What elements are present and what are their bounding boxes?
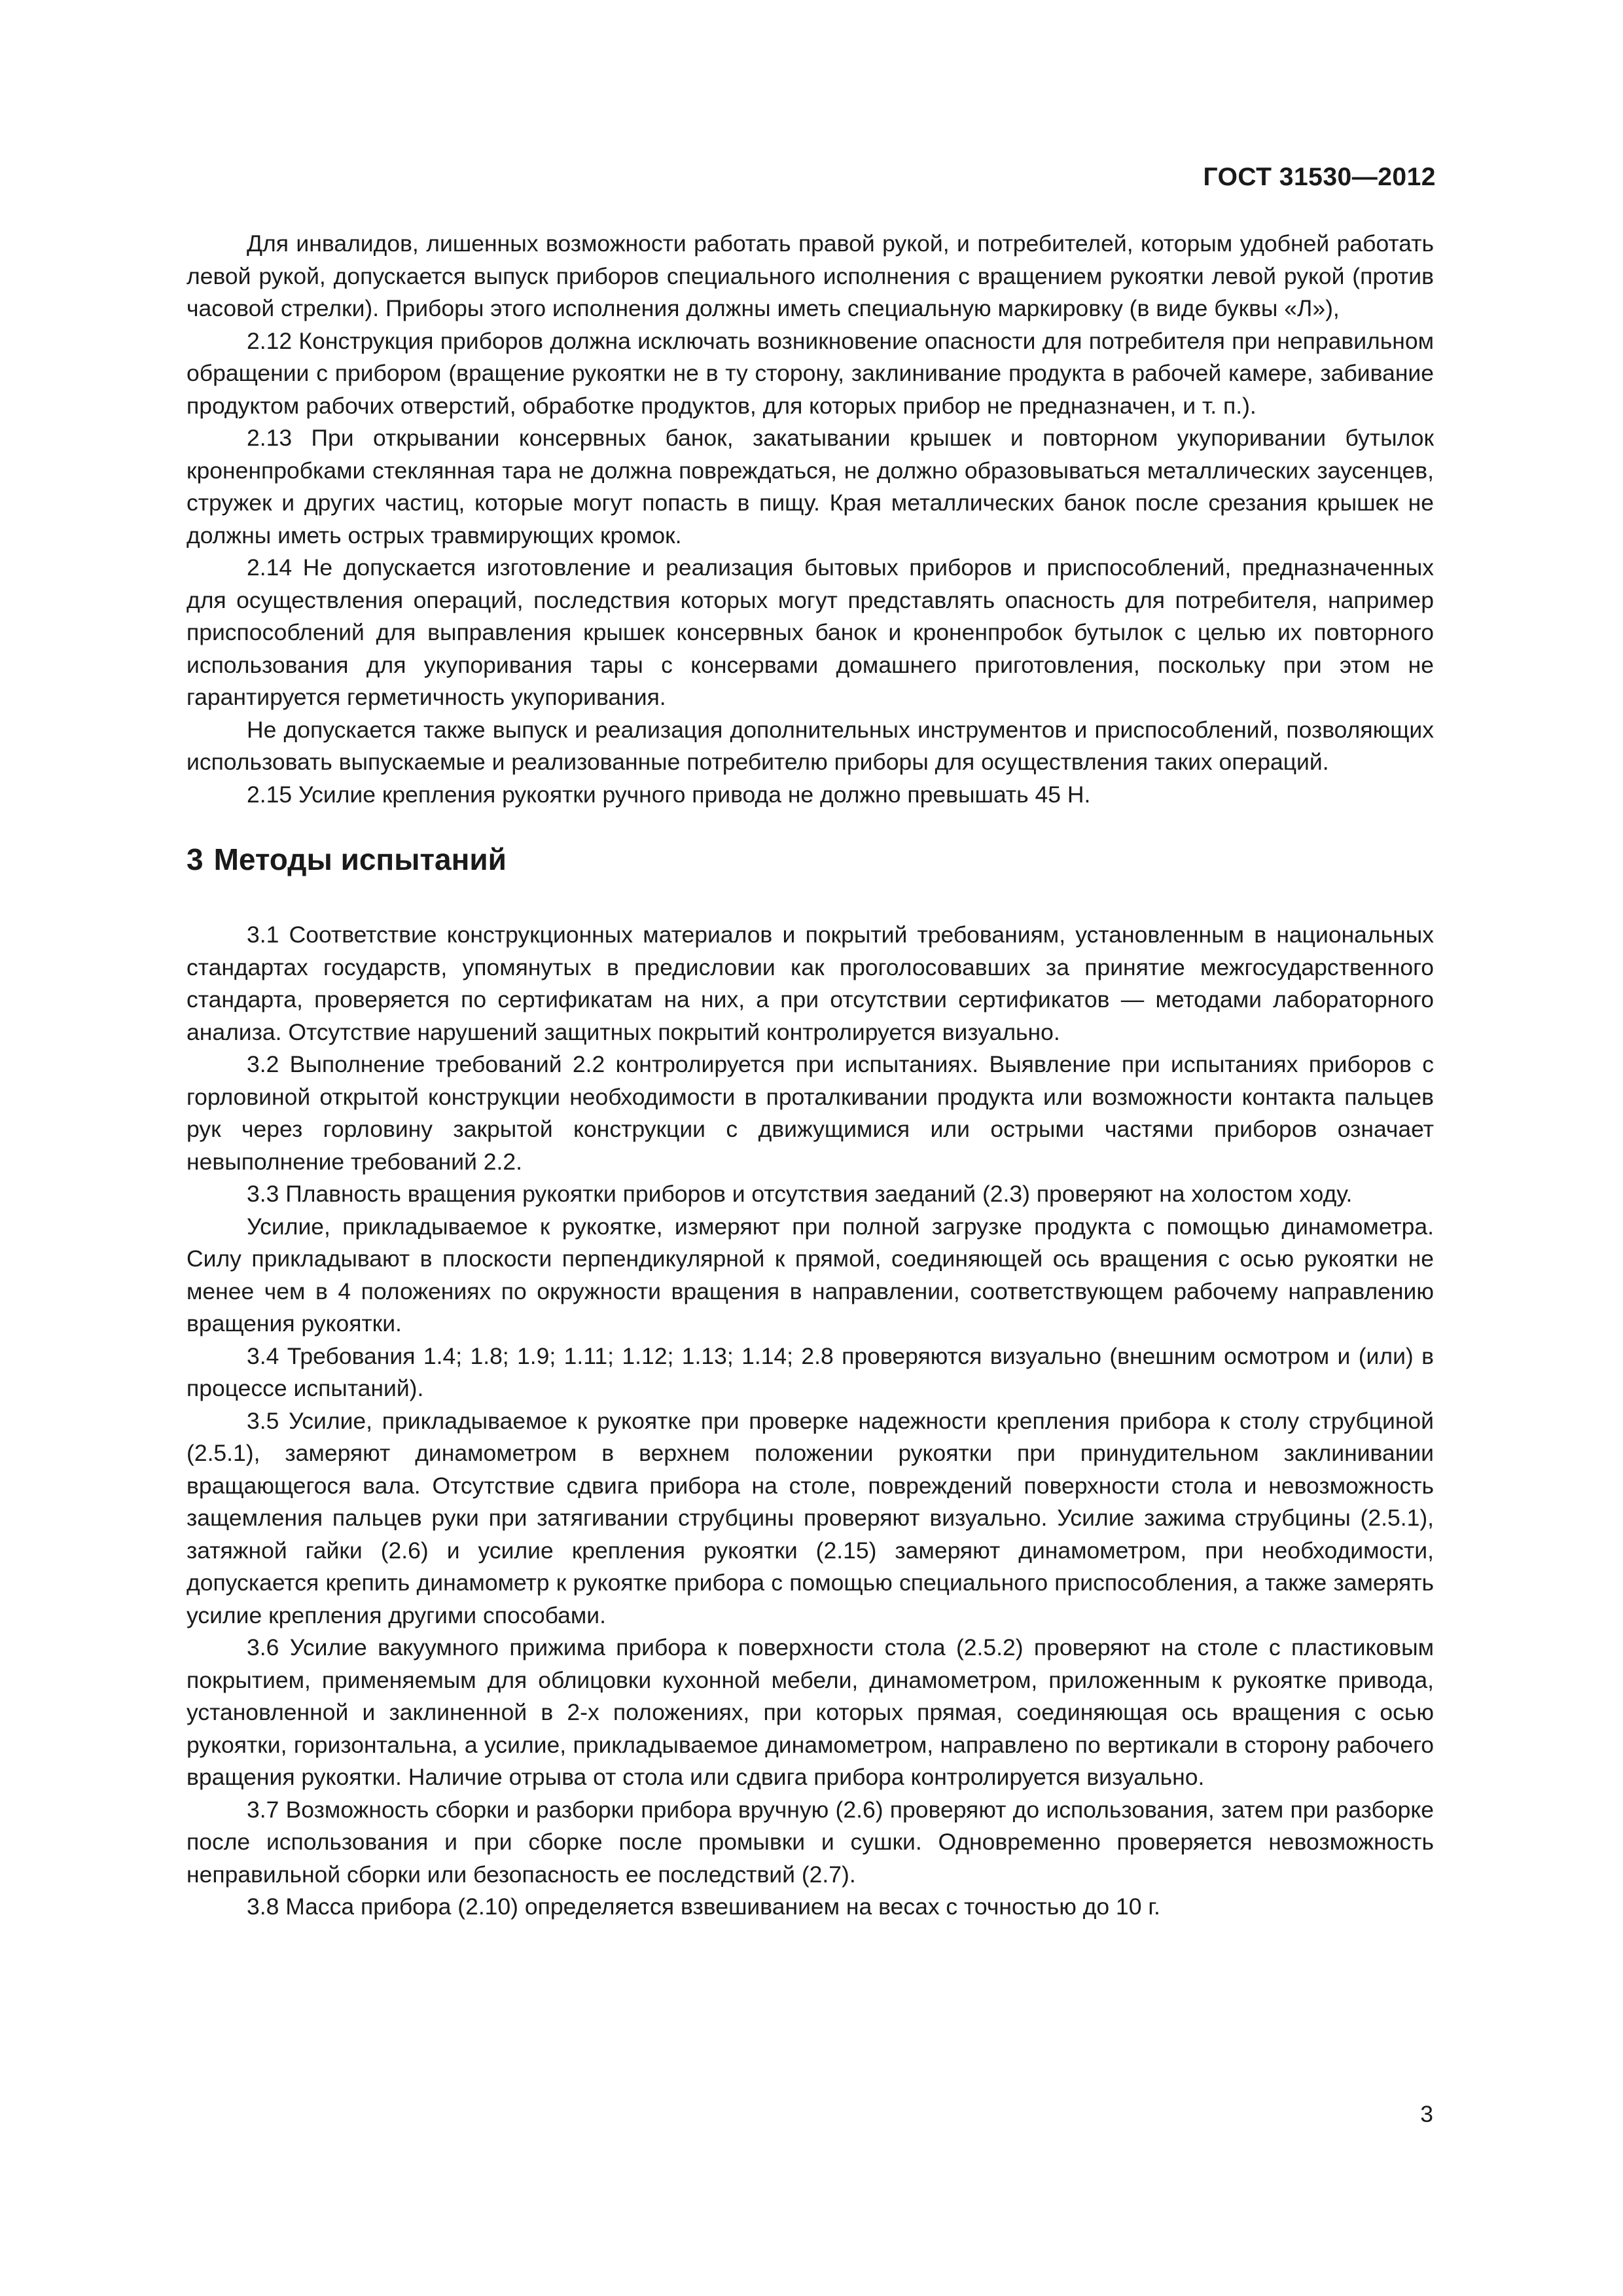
page-number: 3 [1420,2101,1433,2127]
document-id-header: ГОСТ 31530—2012 [1203,163,1436,191]
document-body [187,228,1434,1924]
paragraph-3-7: 3.7 Возможность сборки и разборки прибора вручную (2.6) проверяют до использования, затем при разборке после использования и при сборке после промывки и сушки. Одновременно проверяется невозможность неправильной сборки или безопасность ее последствий (2.7). [187,1796,1434,1888]
paragraph-3-2: 3.2 Выполнение требований 2.2 контролируется при испытаниях. Выявление при испытаниях приборов с горловиной открытой конструкции необходимости в проталкивании продукта или возможности контакта пальцев рук через горловину закрытой конструкции с движущимися или острыми частями приборов означает невыполнение требований 2.2. [187,1051,1434,1175]
section-number: 3 [187,842,204,876]
paragraph: Не допускается также выпуск и реализация дополнительных инструментов и приспособлений, позволяющих использовать выпускаемые и реализованные потребителю приборы для осуществления таких операций. [187,716,1434,775]
paragraph-3-6: 3.6 Усилие вакуумного прижима прибора к поверхности стола (2.5.2) проверяют на столе с пластиковым покрытием, применяемым для облицовки кухонной мебели, динамометром, приложенным к рукоятке привода, установленной и заклиненной в 2-х положениях, при которых прямая, соединяющая ось вращения с осью рукоятки, горизонтальна, а усилие, прикладываемое динамометром, направлено по вертикали в сторону рабочего вращения рукоятки. Наличие отрыва от стола или сдвига прибора контролируется визуально. [187,1634,1434,1790]
paragraph-3-1: 3.1 Соответствие конструкционных материалов и покрытий требованиям, установленным в национальных стандартах государств, упомянутых в предисловии как проголосовавших за принятие межгосударственного стандарта, проверяется по сертификатам на них, а при отсутствии сертификатов — методами лабораторного анализа. Отсутствие нарушений защитных покрытий контролируется визуально. [187,922,1434,1045]
section-title: Методы испытаний [213,842,507,876]
paragraph-3-3: 3.3 Плавность вращения рукоятки приборов и отсутствия заеданий (2.3) проверяют на холостом ходу. [247,1181,1353,1207]
paragraph: Усилие, прикладываемое к рукоятке, измеряют при полной загрузке продукта с помощью динамометра. Силу прикладывают в плоскости перпендикулярной к прямой, соединяющей ось вращения с осью рукоятки не менее чем в 4 положениях по окружности вращения в направлении, соответствующем рабочему направлению вращения рукоятки. [187,1213,1434,1336]
paragraph-2-15: 2.15 Усилие крепления рукоятки ручного привода не должно превышать 45 Н. [247,781,1091,808]
paragraph-3-8: 3.8 Масса прибора (2.10) определяется взвешиванием на весах с точностью до 10 г. [247,1893,1160,1920]
paragraph-2-14: 2.14 Не допускается изготовление и реализация бытовых приборов и приспособлений, предназначенных для осуществления операций, последствия которых могут представлять опасность для потребителя, например приспособлений для выправления крышек консервных банок и кроненпробок бутылок с целью их повторного использования для укупоривания тары с консервами домашнего приготовления, поскольку при этом не гарантируется герметичность укупоривания. [187,554,1434,710]
paragraph-3-4: 3.4 Требования 1.4; 1.8; 1.9; 1.11; 1.12; 1.13; 1.14; 2.8 проверяются визуально (внешним осмотром и (или) в процессе испытаний). [187,1342,1434,1401]
paragraph-2-12: 2.12 Конструкция приборов должна исключать возникновение опасности для потребителя при неправильном обращении с прибором (вращение рукоятки не в ту сторону, заклинивание продукта в рабочей камере, забивание продуктом рабочих отверстий, обработке продуктов, для которых прибор не предназначен, и т. п.). [187,327,1434,419]
paragraph: Для инвалидов, лишенных возможности работать правой рукой, и потребителей, которым удобней работать левой рукой, допускается выпуск приборов специального исполнения с вращением рукоятки левой рукой (против часовой стрелки). Приборы этого исполнения должны иметь специальную маркировку (в виде буквы «Л»), [187,230,1434,321]
paragraph-2-13: 2.13 При открывании консервных банок, закатывании крышек и повторном укупоривании бутылок кроненпробками стеклянная тара не должна повреждаться, не должно образовываться металлических заусенцев, стружек и других частиц, которые могут попасть в пищу. Края металлических банок после срезания крышек не должны иметь острых травмирующих кромок. [187,425,1434,548]
section-heading [187,840,1434,879]
paragraph-3-5: 3.5 Усилие, прикладываемое к рукоятке при проверке надежности крепления прибора к столу струбциной (2.5.1), замеряют динамометром в верхнем положении рукоятки при принудительном заклинивании вращающегося вала. Отсутствие сдвига прибора на столе, повреждений поверхности стола и невозможность защемления пальцев руки при затягивании струбцины проверяют визуально. Усилие зажима струбцины (2.5.1), затяжной гайки (2.6) и усилие крепления рукоятки (2.15) замеряют динамометром, при необходимости, допускается крепить динамометр к рукоятке прибора с помощью специального приспособления, а также замерять усилие крепления другими способами. [187,1407,1434,1628]
